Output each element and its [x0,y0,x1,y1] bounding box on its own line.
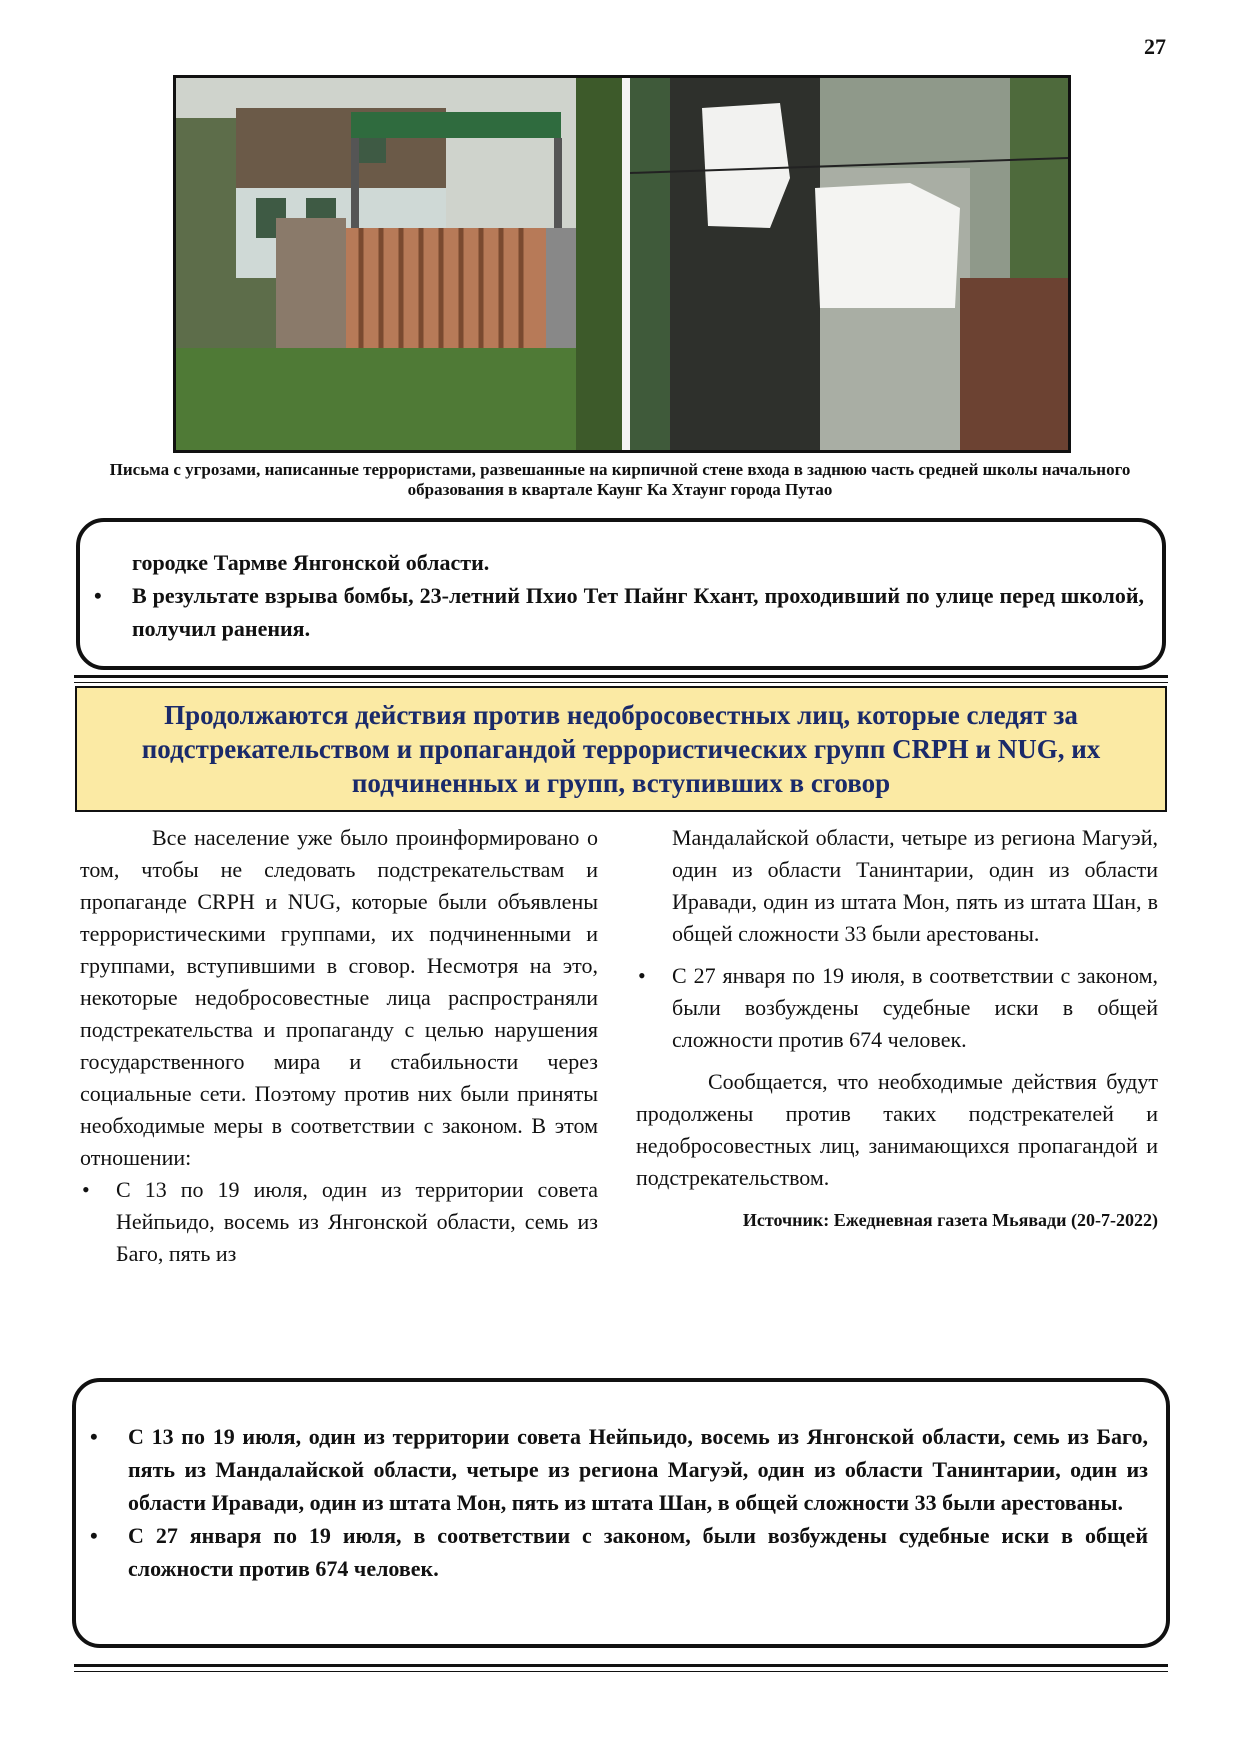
photo-caption: Письма с угрозами, написанные террористами, развешанные на кирпичной стене входа в заднюю часть средней школы начального образования в квартале Каунг Ка Хтаунг города Путао [109,460,1131,499]
list-item-text: С 13 по 19 июля, один из территории совета Нейпьидо, восемь из Янгонской области, семь из Баго, пять из Мандалайской области, четыре из региона Магуэй, один из области Танинтарии, один из области Иравади, один из штата Мон, пять из штата Шан, в общей сложности 33 были арестованы. [128,1424,1148,1515]
continued-text: Мандалайской области, четыре из региона Магуэй, один из области Танинтарии, один из области Иравади, один из штата Мон, пять из штата Шан, в общей сложности 33 были арестованы. [672,825,1158,946]
intro-paragraph: Все население уже было проинформировано о том, чтобы не следовать подстрекательствам и пропаганде CRPH и NUG, которые были объявлены террористическими группами, их подчиненными и группами, вступившими в сговор. Несмотря на это, некоторые недобросовестные лица распространяли подстрекательства и пропаганду с целью нарушения государственного мира и стабильности через социальные сети. Поэтому против них были приняты необходимые меры в соответствии с законом. В этом отношении: [80,825,598,1170]
list-item-text: В результате взрыва бомбы, 23-летний Пхио Тет Пайнг Кхант, проходивший по улице перед школой, получил ранения. [132,583,1144,641]
threat-letters-photo [630,78,1068,450]
bullet-marker: • [90,1523,98,1548]
list-item [80,1174,598,1270]
left-column [80,822,598,1270]
list-item [636,960,1158,1056]
photo-pair [173,75,1071,453]
closing-paragraph: Сообщается, что необходимые действия будут продолжены против таких подстрекателей и недобросовестных лиц, занимающихся пропагандой и подстрекательством. [636,1069,1158,1190]
bullet-list [636,960,1158,1056]
school-gate-photo [176,78,622,450]
bullet-list [76,1420,1148,1585]
source-citation: Источник: Ежедневная газета Мьявади (20-7-2022) [742,1210,1158,1230]
bullet-marker: • [638,963,646,988]
continued-text: городке Тармве Янгонской области. [132,550,490,575]
summary-box-top [76,518,1166,670]
right-column [636,822,1158,1232]
page-number: 27 [1144,34,1166,59]
list-item [76,1420,1148,1519]
bullet-marker: • [90,1424,98,1449]
section-divider [74,675,1168,683]
bullet-marker: • [82,1177,90,1202]
bullet-list [80,579,1144,645]
list-item-text: С 27 января по 19 июля, в соответствии с законом, были возбуждены судебные иски в общей сложности против 674 человек. [672,963,1158,1052]
photo-divider [622,78,630,450]
list-item [80,579,1144,645]
bullet-list [80,1174,598,1270]
threat-letters-illustration [630,78,1068,450]
school-gate-illustration [176,78,622,450]
summary-box-bottom [72,1378,1170,1648]
list-item-text: С 13 по 19 июля, один из территории совета Нейпьидо, восемь из Янгонской области, семь из Баго, пять из [116,1177,598,1266]
list-item-text: С 27 января по 19 июля, в соответствии с законом, были возбуждены судебные иски в общей сложности против 674 человек. [128,1523,1148,1581]
bullet-marker: • [94,583,102,608]
footer-divider [74,1664,1168,1672]
article-headline: Продолжаются действия против недобросовестных лиц, которые следят за подстрекательством и пропагандой террористических групп CRPH и NUG, их подчиненных и групп, вступивших в сговор [75,686,1167,812]
list-item [76,1519,1148,1585]
